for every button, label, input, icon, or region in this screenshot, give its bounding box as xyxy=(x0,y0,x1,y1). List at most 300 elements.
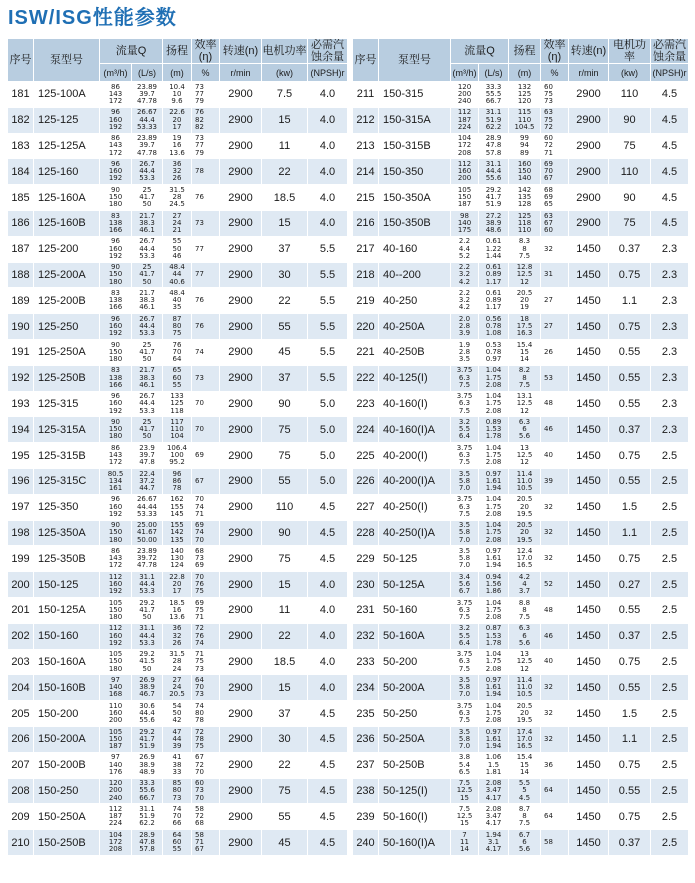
cell-power: 110 xyxy=(609,159,651,185)
cell-index: 182 xyxy=(8,107,34,133)
cell-flow-m3h: 3.75 6.3 7.5 xyxy=(451,701,479,727)
cell-head: 160 150 140 xyxy=(509,159,541,185)
cell-flow-ls: 0.61 1.22 1.44 xyxy=(479,236,509,262)
cell-npsh: 4.5 xyxy=(308,778,348,804)
cell-flow-m3h: 2.2 3.2 4.2 xyxy=(451,262,479,288)
cell-power: 75 xyxy=(262,417,308,443)
cell-power: 15 xyxy=(262,210,308,236)
cell-model: 50-160(I) xyxy=(379,804,451,830)
cell-index: 222 xyxy=(353,365,379,391)
cell-head: 48.4 40 35 xyxy=(163,288,192,314)
cell-head: 6.3 6 5.6 xyxy=(509,417,541,443)
cell-flow-m3h: 83 138 166 xyxy=(100,365,132,391)
cell-efficiency: 32 xyxy=(541,546,569,572)
cell-index: 229 xyxy=(353,546,379,572)
cell-speed: 1450 xyxy=(569,726,609,752)
cell-power: 110 xyxy=(609,82,651,108)
cell-model: 150-160B xyxy=(34,675,100,701)
cell-flow-ls: 23.9 39.7 47.8 xyxy=(132,443,163,469)
cell-efficiency: 53 xyxy=(541,365,569,391)
cell-flow-m3h: 90 150 180 xyxy=(100,417,132,443)
cell-index: 186 xyxy=(8,210,34,236)
performance-tables xyxy=(7,38,688,880)
header-power-unit: (kw) xyxy=(609,64,651,82)
cell-index: 187 xyxy=(8,236,34,262)
cell-flow-ls: 25.00 41.67 50.00 xyxy=(132,520,163,546)
cell-flow-m3h: 90 150 180 xyxy=(100,339,132,365)
cell-head: 10.4 10 9.6 xyxy=(163,82,192,108)
cell-npsh: 4.5 xyxy=(651,185,689,211)
header-power-unit: (kw) xyxy=(262,64,308,82)
cell-power: 37 xyxy=(262,701,308,727)
cell-index: 204 xyxy=(8,675,34,701)
table-row xyxy=(353,597,689,623)
cell-head: 55 50 46 xyxy=(163,236,192,262)
cell-index: 232 xyxy=(353,623,379,649)
table-row xyxy=(353,520,689,546)
cell-head: 13.1 12.5 12 xyxy=(509,391,541,417)
cell-speed: 2900 xyxy=(220,804,262,830)
header-flow-ls: (L/s) xyxy=(132,64,163,82)
cell-model: 40-250(I) xyxy=(379,494,451,520)
page-title: ISW/ISG性能参数 xyxy=(8,7,177,29)
cell-efficiency: 32 xyxy=(541,494,569,520)
cell-efficiency: 78 xyxy=(192,159,220,185)
cell-power: 37 xyxy=(262,236,308,262)
cell-head: 36 32 26 xyxy=(163,159,192,185)
cell-head: 65 60 55 xyxy=(163,365,192,391)
cell-index: 185 xyxy=(8,185,34,211)
cell-power: 0.37 xyxy=(609,830,651,856)
cell-flow-m3h: 3.5 5.8 7.0 xyxy=(451,675,479,701)
cell-speed: 2900 xyxy=(220,107,262,133)
cell-model: 125-160B xyxy=(34,210,100,236)
cell-power: 0.55 xyxy=(609,468,651,494)
cell-head: 17.4 17.0 16.5 xyxy=(509,726,541,752)
cell-efficiency: 74 xyxy=(192,339,220,365)
cell-head: 15.4 15 14 xyxy=(509,752,541,778)
cell-model: 40-160 xyxy=(379,236,451,262)
cell-index: 213 xyxy=(353,133,379,159)
table-row xyxy=(8,468,348,494)
cell-flow-ls: 0.61 0.89 1.17 xyxy=(479,288,509,314)
table-row xyxy=(8,185,348,211)
cell-power: 22 xyxy=(262,623,308,649)
header-eff: 效率(η) xyxy=(192,39,220,64)
cell-flow-m3h: 104 172 208 xyxy=(100,830,132,856)
cell-model: 50-160 xyxy=(379,597,451,623)
cell-speed: 2900 xyxy=(220,778,262,804)
cell-npsh: 2.5 xyxy=(651,494,689,520)
cell-power: 30 xyxy=(262,726,308,752)
header-index: 序号 xyxy=(8,39,34,82)
cell-flow-m3h: 3.4 5.6 6.7 xyxy=(451,572,479,598)
cell-npsh: 4.5 xyxy=(308,804,348,830)
cell-flow-ls: 0.97 1.61 1.94 xyxy=(479,675,509,701)
cell-npsh: 4.0 xyxy=(308,597,348,623)
cell-model: 125-160 xyxy=(34,159,100,185)
cell-efficiency: 48 xyxy=(541,597,569,623)
performance-table-left xyxy=(7,38,348,856)
cell-npsh: 2.3 xyxy=(651,365,689,391)
cell-speed: 1450 xyxy=(569,804,609,830)
cell-npsh: 2.5 xyxy=(651,778,689,804)
cell-flow-ls: 29.2 41.5 50 xyxy=(132,649,163,675)
cell-head: 19 16 13.6 xyxy=(163,133,192,159)
cell-head: 155 142 135 xyxy=(163,520,192,546)
cell-flow-m3h: 90 150 180 xyxy=(100,520,132,546)
table-row xyxy=(8,391,348,417)
cell-flow-m3h: 3.75 6.3 7.5 xyxy=(451,443,479,469)
cell-npsh: 4.5 xyxy=(308,752,348,778)
cell-npsh: 2.5 xyxy=(651,752,689,778)
cell-head: 27 24 21 xyxy=(163,210,192,236)
cell-speed: 1450 xyxy=(569,468,609,494)
cell-flow-m3h: 105 150 187 xyxy=(100,726,132,752)
cell-speed: 2900 xyxy=(220,159,262,185)
header-power: 电机功率 xyxy=(262,39,308,64)
cell-index: 202 xyxy=(8,623,34,649)
cell-flow-m3h: 3.5 5.8 7.0 xyxy=(451,546,479,572)
cell-npsh: 2.5 xyxy=(651,597,689,623)
cell-speed: 1450 xyxy=(569,572,609,598)
header-head-unit: (m) xyxy=(163,64,192,82)
table-row xyxy=(8,314,348,340)
cell-efficiency: 68 73 69 xyxy=(192,546,220,572)
cell-model: 50-200A xyxy=(379,675,451,701)
cell-head: 27 24 20.5 xyxy=(163,675,192,701)
cell-speed: 1450 xyxy=(569,675,609,701)
cell-index: 205 xyxy=(8,701,34,727)
cell-speed: 2900 xyxy=(569,185,609,211)
cell-efficiency: 31 xyxy=(541,262,569,288)
cell-efficiency: 48 xyxy=(541,391,569,417)
cell-npsh: 5.5 xyxy=(308,262,348,288)
cell-power: 90 xyxy=(262,520,308,546)
cell-power: 90 xyxy=(609,107,651,133)
cell-flow-m3h: 110 160 200 xyxy=(100,701,132,727)
cell-flow-m3h: 96 160 192 xyxy=(100,236,132,262)
cell-index: 214 xyxy=(353,159,379,185)
cell-efficiency: 69 70 67 xyxy=(541,159,569,185)
table-row xyxy=(353,778,689,804)
cell-index: 231 xyxy=(353,597,379,623)
cell-efficiency: 32 xyxy=(541,701,569,727)
cell-power: 0.75 xyxy=(609,752,651,778)
cell-model: 50-200 xyxy=(379,649,451,675)
cell-efficiency: 72 76 74 xyxy=(192,623,220,649)
cell-power: 55 xyxy=(262,804,308,830)
cell-power: 0.55 xyxy=(609,365,651,391)
cell-flow-m3h: 96 160 192 xyxy=(100,391,132,417)
table-row xyxy=(353,752,689,778)
table-row xyxy=(353,107,689,133)
cell-flow-ls: 26.9 38.9 46.7 xyxy=(132,675,163,701)
performance-table-right xyxy=(352,38,689,856)
table-row xyxy=(8,443,348,469)
cell-power: 15 xyxy=(262,572,308,598)
cell-index: 195 xyxy=(8,443,34,469)
cell-model: 125-315B xyxy=(34,443,100,469)
cell-model: 50-160(I)A xyxy=(379,830,451,856)
cell-flow-ls: 1.04 1.75 2.08 xyxy=(479,391,509,417)
cell-speed: 2900 xyxy=(220,830,262,856)
table-row xyxy=(8,675,348,701)
cell-efficiency: 40 xyxy=(541,649,569,675)
cell-speed: 2900 xyxy=(569,133,609,159)
cell-index: 227 xyxy=(353,494,379,520)
cell-npsh: 5.0 xyxy=(308,468,348,494)
cell-flow-m3h: 2.0 2.8 3.9 xyxy=(451,314,479,340)
cell-power: 11 xyxy=(262,597,308,623)
cell-flow-ls: 0.53 0.78 0.97 xyxy=(479,339,509,365)
cell-model: 125-250A xyxy=(34,339,100,365)
cell-flow-ls: 31.1 51.9 62.2 xyxy=(479,107,509,133)
cell-flow-ls: 2.08 3.47 4.17 xyxy=(479,804,509,830)
cell-efficiency: 69 75 71 xyxy=(192,597,220,623)
cell-power: 0.75 xyxy=(609,546,651,572)
table-row xyxy=(353,288,689,314)
table-row xyxy=(353,726,689,752)
table-row xyxy=(8,288,348,314)
cell-speed: 2900 xyxy=(220,623,262,649)
cell-model: 50-125(I) xyxy=(379,778,451,804)
cell-index: 218 xyxy=(353,262,379,288)
table-row xyxy=(8,236,348,262)
cell-index: 212 xyxy=(353,107,379,133)
cell-index: 235 xyxy=(353,701,379,727)
cell-power: 1.1 xyxy=(609,520,651,546)
cell-model: 150-250A xyxy=(34,804,100,830)
cell-efficiency: 46 xyxy=(541,623,569,649)
cell-npsh: 2.3 xyxy=(651,262,689,288)
table-row xyxy=(353,365,689,391)
cell-index: 226 xyxy=(353,468,379,494)
cell-power: 0.55 xyxy=(609,778,651,804)
cell-flow-ls: 27.2 38.9 48.6 xyxy=(479,210,509,236)
cell-head: 132 125 120 xyxy=(509,82,541,108)
table-row xyxy=(8,752,348,778)
cell-flow-m3h: 86 143 172 xyxy=(100,82,132,108)
cell-npsh: 5.5 xyxy=(308,339,348,365)
cell-npsh: 2.3 xyxy=(651,288,689,314)
cell-power: 75 xyxy=(262,443,308,469)
table-row xyxy=(353,417,689,443)
cell-efficiency: 58 xyxy=(541,830,569,856)
table-row xyxy=(353,210,689,236)
cell-power: 0.27 xyxy=(609,572,651,598)
cell-head: 99 94 89 xyxy=(509,133,541,159)
cell-efficiency: 63 75 72 xyxy=(541,107,569,133)
cell-model: 125-250B xyxy=(34,365,100,391)
cell-efficiency: 36 xyxy=(541,752,569,778)
table-row xyxy=(353,443,689,469)
cell-flow-ls: 0.89 1.53 1.78 xyxy=(479,417,509,443)
header-speed-unit: r/min xyxy=(220,64,262,82)
cell-speed: 1450 xyxy=(569,597,609,623)
cell-flow-ls: 1.04 1.75 2.08 xyxy=(479,701,509,727)
cell-power: 90 xyxy=(609,185,651,211)
table-row xyxy=(353,82,689,108)
cell-efficiency: 76 xyxy=(192,288,220,314)
cell-speed: 2900 xyxy=(220,443,262,469)
table-row xyxy=(8,804,348,830)
cell-flow-m3h: 7.5 12.5 15 xyxy=(451,778,479,804)
table-row xyxy=(8,262,348,288)
cell-flow-ls: 21.7 38.3 46.1 xyxy=(132,210,163,236)
cell-model: 125-315C xyxy=(34,468,100,494)
cell-npsh: 4.5 xyxy=(651,210,689,236)
table-body-left xyxy=(8,82,348,856)
table-row xyxy=(8,701,348,727)
cell-head: 6.7 6 5.6 xyxy=(509,830,541,856)
cell-head: 140 130 124 xyxy=(163,546,192,572)
cell-head: 133 125 118 xyxy=(163,391,192,417)
cell-efficiency: 74 80 78 xyxy=(192,701,220,727)
cell-flow-ls: 0.94 1.56 1.86 xyxy=(479,572,509,598)
cell-npsh: 4.5 xyxy=(308,494,348,520)
cell-index: 193 xyxy=(8,391,34,417)
cell-speed: 2900 xyxy=(220,649,262,675)
cell-npsh: 4.5 xyxy=(308,830,348,856)
cell-index: 184 xyxy=(8,159,34,185)
cell-efficiency: 60 72 71 xyxy=(541,133,569,159)
cell-flow-m3h: 3.75 6.3 7.5 xyxy=(451,649,479,675)
cell-head: 41 38 33 xyxy=(163,752,192,778)
cell-efficiency: 72 78 75 xyxy=(192,726,220,752)
cell-head: 64 60 55 xyxy=(163,830,192,856)
cell-flow-m3h: 96 160 192 xyxy=(100,159,132,185)
cell-efficiency: 73 xyxy=(192,210,220,236)
cell-efficiency: 32 xyxy=(541,236,569,262)
cell-efficiency: 73 xyxy=(192,365,220,391)
cell-flow-ls: 25 41.7 50 xyxy=(132,339,163,365)
cell-flow-ls: 26.7 44.4 53.3 xyxy=(132,391,163,417)
cell-power: 0.75 xyxy=(609,804,651,830)
cell-head: 13 12.5 12 xyxy=(509,443,541,469)
cell-efficiency: 76 82 82 xyxy=(192,107,220,133)
cell-power: 110 xyxy=(262,494,308,520)
cell-flow-m3h: 1.9 2.8 3.5 xyxy=(451,339,479,365)
cell-index: 210 xyxy=(8,830,34,856)
cell-flow-m3h: 7.5 12.5 15 xyxy=(451,804,479,830)
cell-speed: 2900 xyxy=(220,133,262,159)
cell-model: 40-125(I) xyxy=(379,365,451,391)
header-index: 序号 xyxy=(353,39,379,82)
cell-npsh: 2.5 xyxy=(651,572,689,598)
cell-index: 230 xyxy=(353,572,379,598)
cell-power: 15 xyxy=(262,675,308,701)
cell-flow-ls: 0.87 1.53 1.78 xyxy=(479,623,509,649)
header-speed-unit: r/min xyxy=(569,64,609,82)
header-flow: 流量Q xyxy=(451,39,509,64)
cell-model: 150-250 xyxy=(34,778,100,804)
cell-flow-m3h: 86 143 172 xyxy=(100,133,132,159)
cell-flow-ls: 23.89 39.7 47.78 xyxy=(132,82,163,108)
table-row xyxy=(353,468,689,494)
cell-flow-ls: 26.7 44.4 53.3 xyxy=(132,314,163,340)
table-row xyxy=(8,649,348,675)
cell-npsh: 2.5 xyxy=(651,675,689,701)
header-eff-unit: % xyxy=(192,64,220,82)
cell-power: 90 xyxy=(262,391,308,417)
cell-speed: 1450 xyxy=(569,830,609,856)
cell-power: 0.75 xyxy=(609,443,651,469)
cell-npsh: 2.5 xyxy=(651,623,689,649)
cell-head: 47 44 39 xyxy=(163,726,192,752)
cell-npsh: 5.0 xyxy=(308,391,348,417)
cell-speed: 2900 xyxy=(569,82,609,108)
header-head: 扬程 xyxy=(163,39,192,64)
cell-npsh: 5.0 xyxy=(308,443,348,469)
cell-flow-ls: 33.3 55.6 66.7 xyxy=(132,778,163,804)
cell-power: 11 xyxy=(262,133,308,159)
cell-power: 55 xyxy=(262,468,308,494)
cell-flow-ls: 25 41.7 50 xyxy=(132,417,163,443)
cell-efficiency: 32 xyxy=(541,520,569,546)
cell-speed: 1450 xyxy=(569,623,609,649)
cell-flow-m3h: 112 160 200 xyxy=(451,159,479,185)
cell-speed: 1450 xyxy=(569,649,609,675)
cell-speed: 1450 xyxy=(569,443,609,469)
table-row xyxy=(8,520,348,546)
cell-model: 150-200 xyxy=(34,701,100,727)
cell-model: 40-200(I)A xyxy=(379,468,451,494)
cell-flow-m3h: 3.5 5.8 7.0 xyxy=(451,726,479,752)
cell-model: 40--200 xyxy=(379,262,451,288)
cell-flow-ls: 1.06 1.5 1.81 xyxy=(479,752,509,778)
cell-npsh: 4.0 xyxy=(308,623,348,649)
cell-flow-ls: 2.08 3.47 4.17 xyxy=(479,778,509,804)
cell-speed: 1450 xyxy=(569,546,609,572)
cell-model: 150-125A xyxy=(34,597,100,623)
cell-power: 1.1 xyxy=(609,288,651,314)
cell-power: 0.75 xyxy=(609,262,651,288)
cell-speed: 2900 xyxy=(220,262,262,288)
table-row xyxy=(353,236,689,262)
cell-flow-m3h: 105 150 180 xyxy=(100,649,132,675)
cell-head: 20.5 20 19.5 xyxy=(509,520,541,546)
cell-efficiency: 46 xyxy=(541,417,569,443)
cell-flow-m3h: 112 160 192 xyxy=(100,623,132,649)
cell-head: 96 86 78 xyxy=(163,468,192,494)
cell-head: 20.5 20 19.5 xyxy=(509,494,541,520)
cell-head: 12.4 17.0 16.5 xyxy=(509,546,541,572)
cell-speed: 2900 xyxy=(220,82,262,108)
cell-speed: 2900 xyxy=(220,701,262,727)
cell-efficiency: 26 xyxy=(541,339,569,365)
cell-flow-ls: 30.6 44.4 55.6 xyxy=(132,701,163,727)
table-row xyxy=(353,133,689,159)
cell-npsh: 2.5 xyxy=(651,726,689,752)
cell-npsh: 4.0 xyxy=(308,133,348,159)
cell-efficiency: 39 xyxy=(541,468,569,494)
cell-index: 223 xyxy=(353,391,379,417)
cell-npsh: 5.5 xyxy=(308,236,348,262)
cell-power: 18.5 xyxy=(262,649,308,675)
cell-efficiency: 60 75 73 xyxy=(541,82,569,108)
cell-model: 40-200(I) xyxy=(379,443,451,469)
cell-index: 225 xyxy=(353,443,379,469)
table-row xyxy=(8,339,348,365)
cell-model: 125-250 xyxy=(34,314,100,340)
cell-index: 190 xyxy=(8,314,34,340)
cell-flow-ls: 29.2 41.7 51.9 xyxy=(479,185,509,211)
cell-flow-ls: 0.97 1.61 1.94 xyxy=(479,468,509,494)
cell-efficiency: 77 xyxy=(192,236,220,262)
cell-head: 36 32 26 xyxy=(163,623,192,649)
table-row xyxy=(353,623,689,649)
